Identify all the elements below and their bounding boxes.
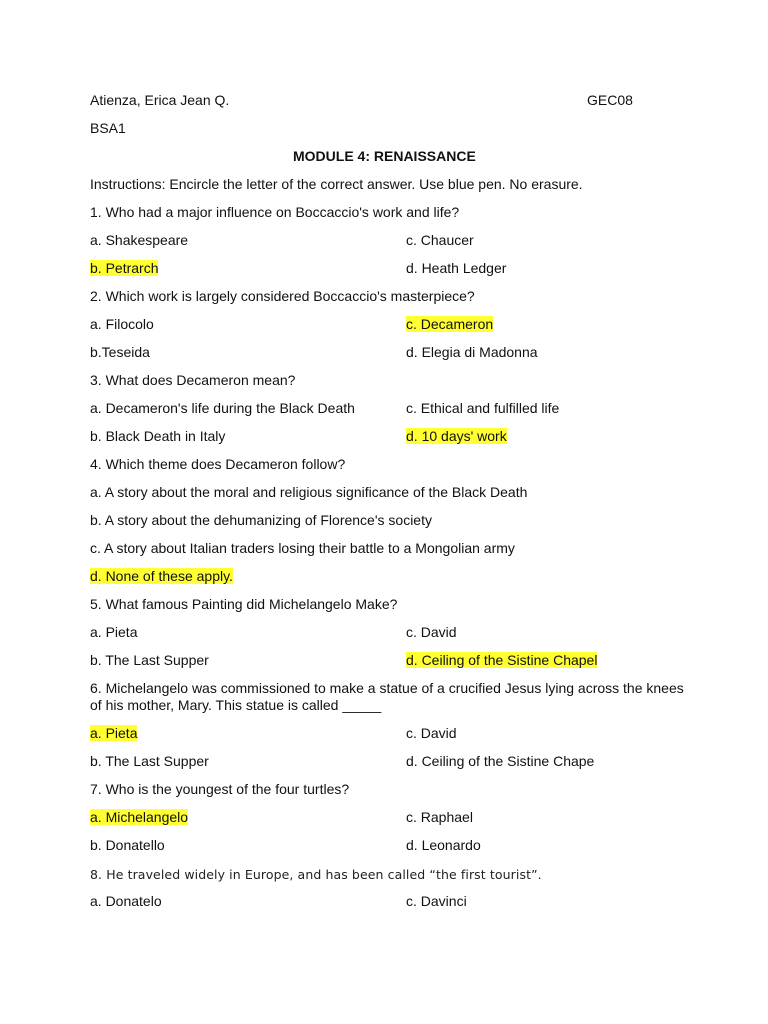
q6-option-d: d. Ceiling of the Sistine Chape [406,753,595,769]
q2-option-b: b.Teseida [90,344,150,360]
q1-option-a: a. Shakespeare [90,232,189,248]
q8-option-a: a. Donatelo [90,893,162,909]
q6-option-a-highlighted: a. Pieta [90,725,138,741]
q4-option-c: c. A story about Italian traders losing their battle to a Mongolian army [90,540,515,556]
module-title: MODULE 4: RENAISSANCE [293,148,476,164]
q7-option-c: c. Raphael [406,809,473,825]
q6-option-b: b. The Last Supper [90,753,209,769]
q4-option-d-highlighted: d. None of these apply. [90,568,233,584]
q2-option-d: d. Elegia di Madonna [406,344,538,360]
q6-option-c: c. David [406,725,457,741]
instructions: Instructions: Encircle the letter of the correct answer. Use blue pen. No erasure. [90,176,583,192]
q1-option-b-highlighted: b. Petrarch [90,260,159,276]
q4-option-a: a. A story about the moral and religious significance of the Black Death [90,484,528,500]
question-7: 7. Who is the youngest of the four turtles? [90,781,350,797]
question-2: 2. Which work is largely considered Boccaccio's masterpiece? [90,288,475,304]
q3-option-d-highlighted: d. 10 days' work [406,428,507,444]
q7-option-b: b. Donatello [90,837,165,853]
q5-option-b: b. The Last Supper [90,652,209,668]
q5-option-a: a. Pieta [90,624,138,640]
question-5: 5. What famous Painting did Michelangelo Make? [90,596,398,612]
q2-option-a: a. Filocolo [90,316,154,332]
q7-option-d: d. Leonardo [406,837,481,853]
q5-option-d-highlighted: d. Ceiling of the Sistine Chapel [406,652,598,668]
q1-option-d: d. Heath Ledger [406,260,507,276]
student-name: Atienza, Erica Jean Q. [90,92,230,108]
question-4: 4. Which theme does Decameron follow? [90,456,346,472]
question-6: 6. Michelangelo was commissioned to make a statue of a crucified Jesus lying across the knees of his mother, Mary. This statue is called _____ [90,680,684,713]
q3-option-a: a. Decameron's life during the Black Death [90,400,355,416]
q2-option-c-highlighted: c. Decameron [406,316,494,332]
q8-option-c: c. Davinci [406,893,467,909]
question-8: 8. He traveled widely in Europe, and has been called “the first tourist”. [90,867,542,882]
course-code: GEC08 [587,92,633,108]
question-1: 1. Who had a major influence on Boccaccio's work and life? [90,204,460,220]
question-3: 3. What does Decameron mean? [90,372,296,388]
q7-option-a-highlighted: a. Michelangelo [90,809,189,825]
q4-option-b: b. A story about the dehumanizing of Florence's society [90,512,432,528]
q1-option-c: c. Chaucer [406,232,474,248]
section-label: BSA1 [90,120,126,136]
q3-option-b: b. Black Death in Italy [90,428,226,444]
q3-option-c: c. Ethical and fulfilled life [406,400,560,416]
q5-option-c: c. David [406,624,457,640]
